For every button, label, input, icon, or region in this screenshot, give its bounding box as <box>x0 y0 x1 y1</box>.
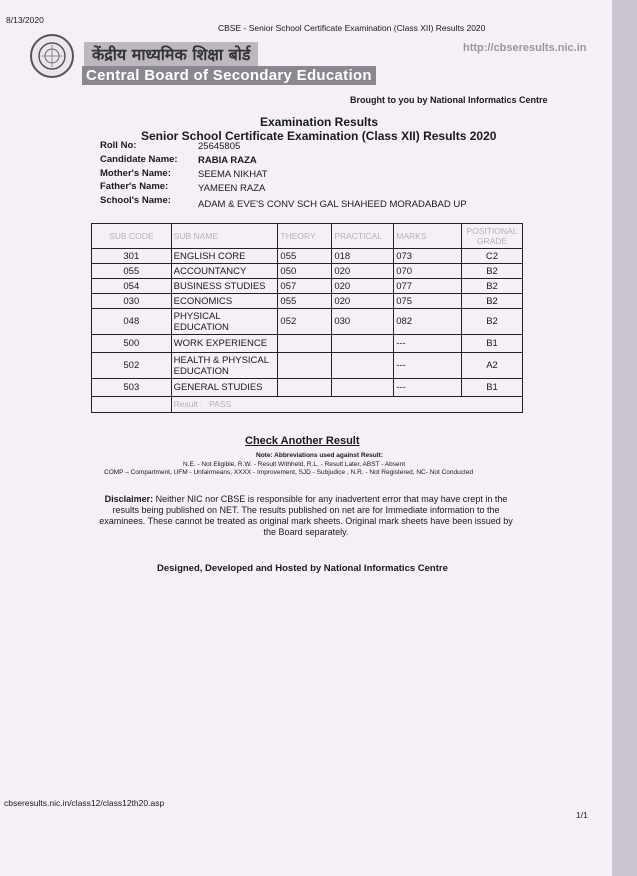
sub-name: ENGLISH CORE <box>171 249 278 264</box>
marks: 077 <box>394 279 462 294</box>
sub-code: 503 <box>92 379 172 397</box>
practical <box>332 335 394 353</box>
header-practical: PRACTICAL <box>332 224 394 249</box>
table-row <box>92 309 523 335</box>
theory <box>278 379 332 397</box>
disclaimer-label: Disclaimer: <box>104 494 154 504</box>
header-sub-code: SUB CODE <box>92 224 172 249</box>
check-another-result-link[interactable]: Check Another Result <box>245 435 360 447</box>
footer-page-number: 1/1 <box>576 810 588 820</box>
abbreviations-line-2: COMP – Compartment, UFM - Unfairmeans, XXXX - Improvement, SJD - Subjudice , N.R. - Not Registered, NC- Not Conducted <box>104 469 474 476</box>
marks: 082 <box>394 309 462 335</box>
result-value: PASS <box>209 399 232 409</box>
print-header-title: CBSE - Senior School Certificate Examination (Class XII) Results 2020 <box>218 23 486 33</box>
abbreviations-note-title: Note: Abbreviations used against Result: <box>256 452 383 459</box>
print-date: 8/13/2020 <box>6 15 44 25</box>
school-name-label: School's Name: <box>100 195 171 206</box>
marks: 070 <box>394 264 462 279</box>
table-header-row <box>92 224 523 249</box>
practical: 020 <box>332 279 394 294</box>
theory: 055 <box>278 294 332 309</box>
roll-label: Roll No: <box>100 140 137 151</box>
sub-name: WORK EXPERIENCE <box>171 335 278 353</box>
table-row <box>92 353 523 379</box>
table-row <box>92 294 523 309</box>
grade: B2 <box>462 309 523 335</box>
theory: 057 <box>278 279 332 294</box>
result-cell <box>171 397 522 413</box>
sub-code: 500 <box>92 335 172 353</box>
practical: 030 <box>332 309 394 335</box>
site-url-link[interactable]: http://cbseresults.nic.in <box>463 42 587 54</box>
grade: B1 <box>462 335 523 353</box>
result-label: Result : <box>173 399 203 409</box>
mother-name-value: SEEMA NIKHAT <box>198 169 268 180</box>
mother-name-label: Mother's Name: <box>100 168 171 179</box>
marks: --- <box>394 353 462 379</box>
header-marks: MARKS <box>394 224 462 249</box>
header-positional-grade: POSITIONAL GRADE <box>462 224 523 249</box>
grade: B1 <box>462 379 523 397</box>
roll-value: 25645805 <box>198 141 241 152</box>
marks: 075 <box>394 294 462 309</box>
grade: B2 <box>462 264 523 279</box>
father-name-label: Father's Name: <box>100 181 169 192</box>
disclaimer-text: Neither NIC nor CBSE is responsible for any inadvertent error that may have crept in the results being published on NET. The results published on net are for Immediate information to the examinees. These cannot be treated as original mark sheets. Original mark sheets have been issued by the Board separately. <box>99 494 513 537</box>
theory <box>278 335 332 353</box>
sub-name: ACCOUNTANCY <box>171 264 278 279</box>
sub-code: 055 <box>92 264 172 279</box>
sub-code: 301 <box>92 249 172 264</box>
grade: B2 <box>462 279 523 294</box>
marks: --- <box>394 335 462 353</box>
table-row <box>92 249 523 264</box>
sub-code: 502 <box>92 353 172 379</box>
table-row <box>92 335 523 353</box>
sub-code: 048 <box>92 309 172 335</box>
abbreviations-line-1: N.E. - Not Eligible, R.W. - Result Withheld, R.L. - Result Later, ABST - Absent <box>183 461 406 468</box>
disclaimer-block <box>92 494 520 538</box>
practical: 020 <box>332 294 394 309</box>
marks: --- <box>394 379 462 397</box>
table-row <box>92 264 523 279</box>
header-sub-name: SUB NAME <box>171 224 278 249</box>
result-row <box>92 397 523 413</box>
table-row <box>92 379 523 397</box>
practical: 018 <box>332 249 394 264</box>
candidate-name-label: Candidate Name: <box>100 154 178 165</box>
father-name-value: YAMEEN RAZA <box>198 183 266 194</box>
board-name-english: Central Board of Secondary Education <box>82 66 376 85</box>
sub-name: GENERAL STUDIES <box>171 379 278 397</box>
footer-url: cbseresults.nic.in/class12/class12th20.asp <box>4 798 165 808</box>
candidate-name-value: RABIA RAZA <box>198 155 257 166</box>
credits-text: Designed, Developed and Hosted by National Informatics Centre <box>157 563 448 574</box>
brought-by-text: Brought to you by National Informatics Centre <box>350 95 548 105</box>
theory: 052 <box>278 309 332 335</box>
background-surface <box>612 0 637 876</box>
marks-table <box>91 223 523 413</box>
board-name-hindi: केंद्रीय माध्यमिक शिक्षा बोर्ड <box>84 42 258 66</box>
grade: C2 <box>462 249 523 264</box>
header-theory: THEORY <box>278 224 332 249</box>
result-row-blank <box>92 397 172 413</box>
exam-title: Examination Results <box>260 115 379 129</box>
sub-code: 054 <box>92 279 172 294</box>
practical <box>332 353 394 379</box>
grade: A2 <box>462 353 523 379</box>
grade: B2 <box>462 294 523 309</box>
cbse-emblem-icon <box>30 34 74 78</box>
exam-subtitle: Senior School Certificate Examination (Class XII) Results 2020 <box>141 129 497 143</box>
theory: 050 <box>278 264 332 279</box>
practical: 020 <box>332 264 394 279</box>
school-name-value: ADAM & EVE'S CONV SCH GAL SHAHEED MORADABAD UP <box>198 199 467 210</box>
sub-name: HEALTH & PHYSICAL EDUCATION <box>171 353 278 379</box>
sub-code: 030 <box>92 294 172 309</box>
theory: 055 <box>278 249 332 264</box>
theory <box>278 353 332 379</box>
sub-name: ECONOMICS <box>171 294 278 309</box>
table-row <box>92 279 523 294</box>
marks: 073 <box>394 249 462 264</box>
sub-name: BUSINESS STUDIES <box>171 279 278 294</box>
sub-name: PHYSICAL EDUCATION <box>171 309 278 335</box>
practical <box>332 379 394 397</box>
